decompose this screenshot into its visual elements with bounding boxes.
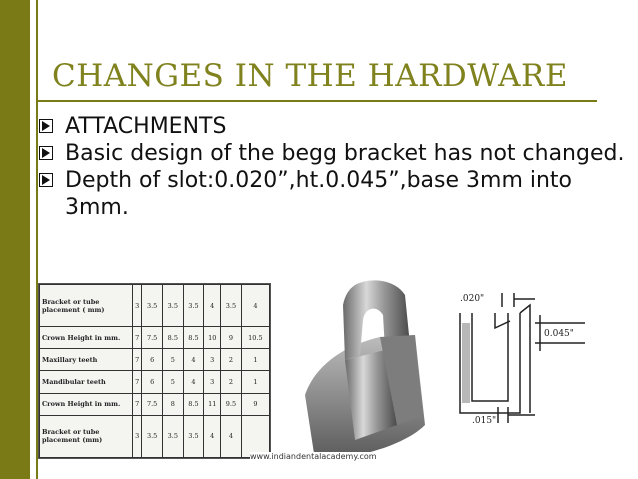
bullet-text: Basic design of the begg bracket has not changed.	[65, 141, 625, 166]
bullet-item	[37, 140, 627, 167]
table-cell: 7.5	[142, 327, 163, 349]
table-row	[40, 393, 270, 415]
checkbox-arrow-icon	[39, 172, 53, 188]
table-cell: 1	[241, 371, 269, 393]
table-cell: 3	[204, 349, 221, 371]
table-row	[40, 285, 270, 327]
table-cell: 4	[204, 415, 221, 457]
table-cell: 8.5	[183, 327, 204, 349]
table-cell: 2	[221, 371, 242, 393]
left-accent-bar	[0, 0, 30, 479]
table-cell: 3.5	[162, 285, 183, 327]
checkbox-arrow-icon	[39, 145, 53, 161]
table-cell: 4	[183, 349, 204, 371]
table-cell: 11	[204, 393, 221, 415]
table-cell: 4	[183, 371, 204, 393]
table-cell: 5	[162, 371, 183, 393]
table-cell: 7	[133, 371, 142, 393]
table-cell: 4	[221, 415, 242, 457]
table-cell: 6	[142, 349, 163, 371]
table-row-label: Maxillary teeth	[40, 349, 133, 371]
table-row-label: Bracket or tube placement (mm)	[40, 415, 133, 457]
table-cell: 7.5	[142, 393, 163, 415]
bracket-slot-diagram	[440, 283, 590, 435]
table-cell: 3.5	[142, 415, 163, 457]
table-cell: 6	[142, 371, 163, 393]
watermark-text: www.indiandentalacademy.com	[250, 452, 377, 461]
table-cell: 4	[204, 285, 221, 327]
table-cell: 3.5	[183, 285, 204, 327]
table-row-label: Crown Height in mm.	[40, 327, 133, 349]
bracket-placement-table	[38, 283, 271, 459]
bullet-item	[37, 167, 627, 221]
bullet-item	[37, 113, 627, 140]
diagram-label-bottom: .015"	[472, 416, 497, 426]
table-cell: 8.5	[162, 327, 183, 349]
table-cell: 2	[221, 349, 242, 371]
table-cell: 3	[133, 415, 142, 457]
table-cell: 3.5	[221, 285, 242, 327]
diagram-label-right: 0.045"	[544, 329, 574, 339]
table-cell: 3.5	[183, 415, 204, 457]
table-cell: 3	[133, 285, 142, 327]
table-row-label: Mandibular teeth	[40, 371, 133, 393]
table-row	[40, 349, 270, 371]
table-cell: 10	[204, 327, 221, 349]
table-cell: 8.5	[183, 393, 204, 415]
table-row	[40, 415, 270, 457]
table-cell: 9	[221, 327, 242, 349]
bullet-list	[37, 113, 627, 221]
title-divider	[36, 100, 597, 102]
table-cell: 7	[133, 327, 142, 349]
table-cell: 5	[162, 349, 183, 371]
table-cell: 10.5	[241, 327, 269, 349]
spec-table	[39, 284, 270, 458]
table-cell: 4	[241, 285, 269, 327]
slide-title: CHANGES IN THE HARDWARE	[52, 58, 568, 94]
table-cell: 9.5	[221, 393, 242, 415]
table-cell: 3.5	[142, 285, 163, 327]
table-cell: 7	[133, 393, 142, 415]
table-row-label: Bracket or tube placement ( mm)	[40, 285, 133, 327]
checkbox-arrow-icon	[39, 118, 53, 134]
bullet-text: Depth of slot:0.020”,ht.0.045”,base 3mm into 3mm.	[65, 168, 573, 220]
table-cell: 3	[204, 371, 221, 393]
table-cell: 7	[133, 349, 142, 371]
table-cell: 3.5	[162, 415, 183, 457]
table-row-label: Crown Height in mm.	[40, 393, 133, 415]
bullet-text: ATTACHMENTS	[65, 114, 227, 139]
diagram-label-top: .020"	[460, 294, 485, 304]
table-row	[40, 371, 270, 393]
table-cell: 8	[162, 393, 183, 415]
table-cell: 1	[241, 349, 269, 371]
table-cell: 9	[241, 393, 269, 415]
begg-bracket-photo	[285, 275, 435, 465]
table-row	[40, 327, 270, 349]
